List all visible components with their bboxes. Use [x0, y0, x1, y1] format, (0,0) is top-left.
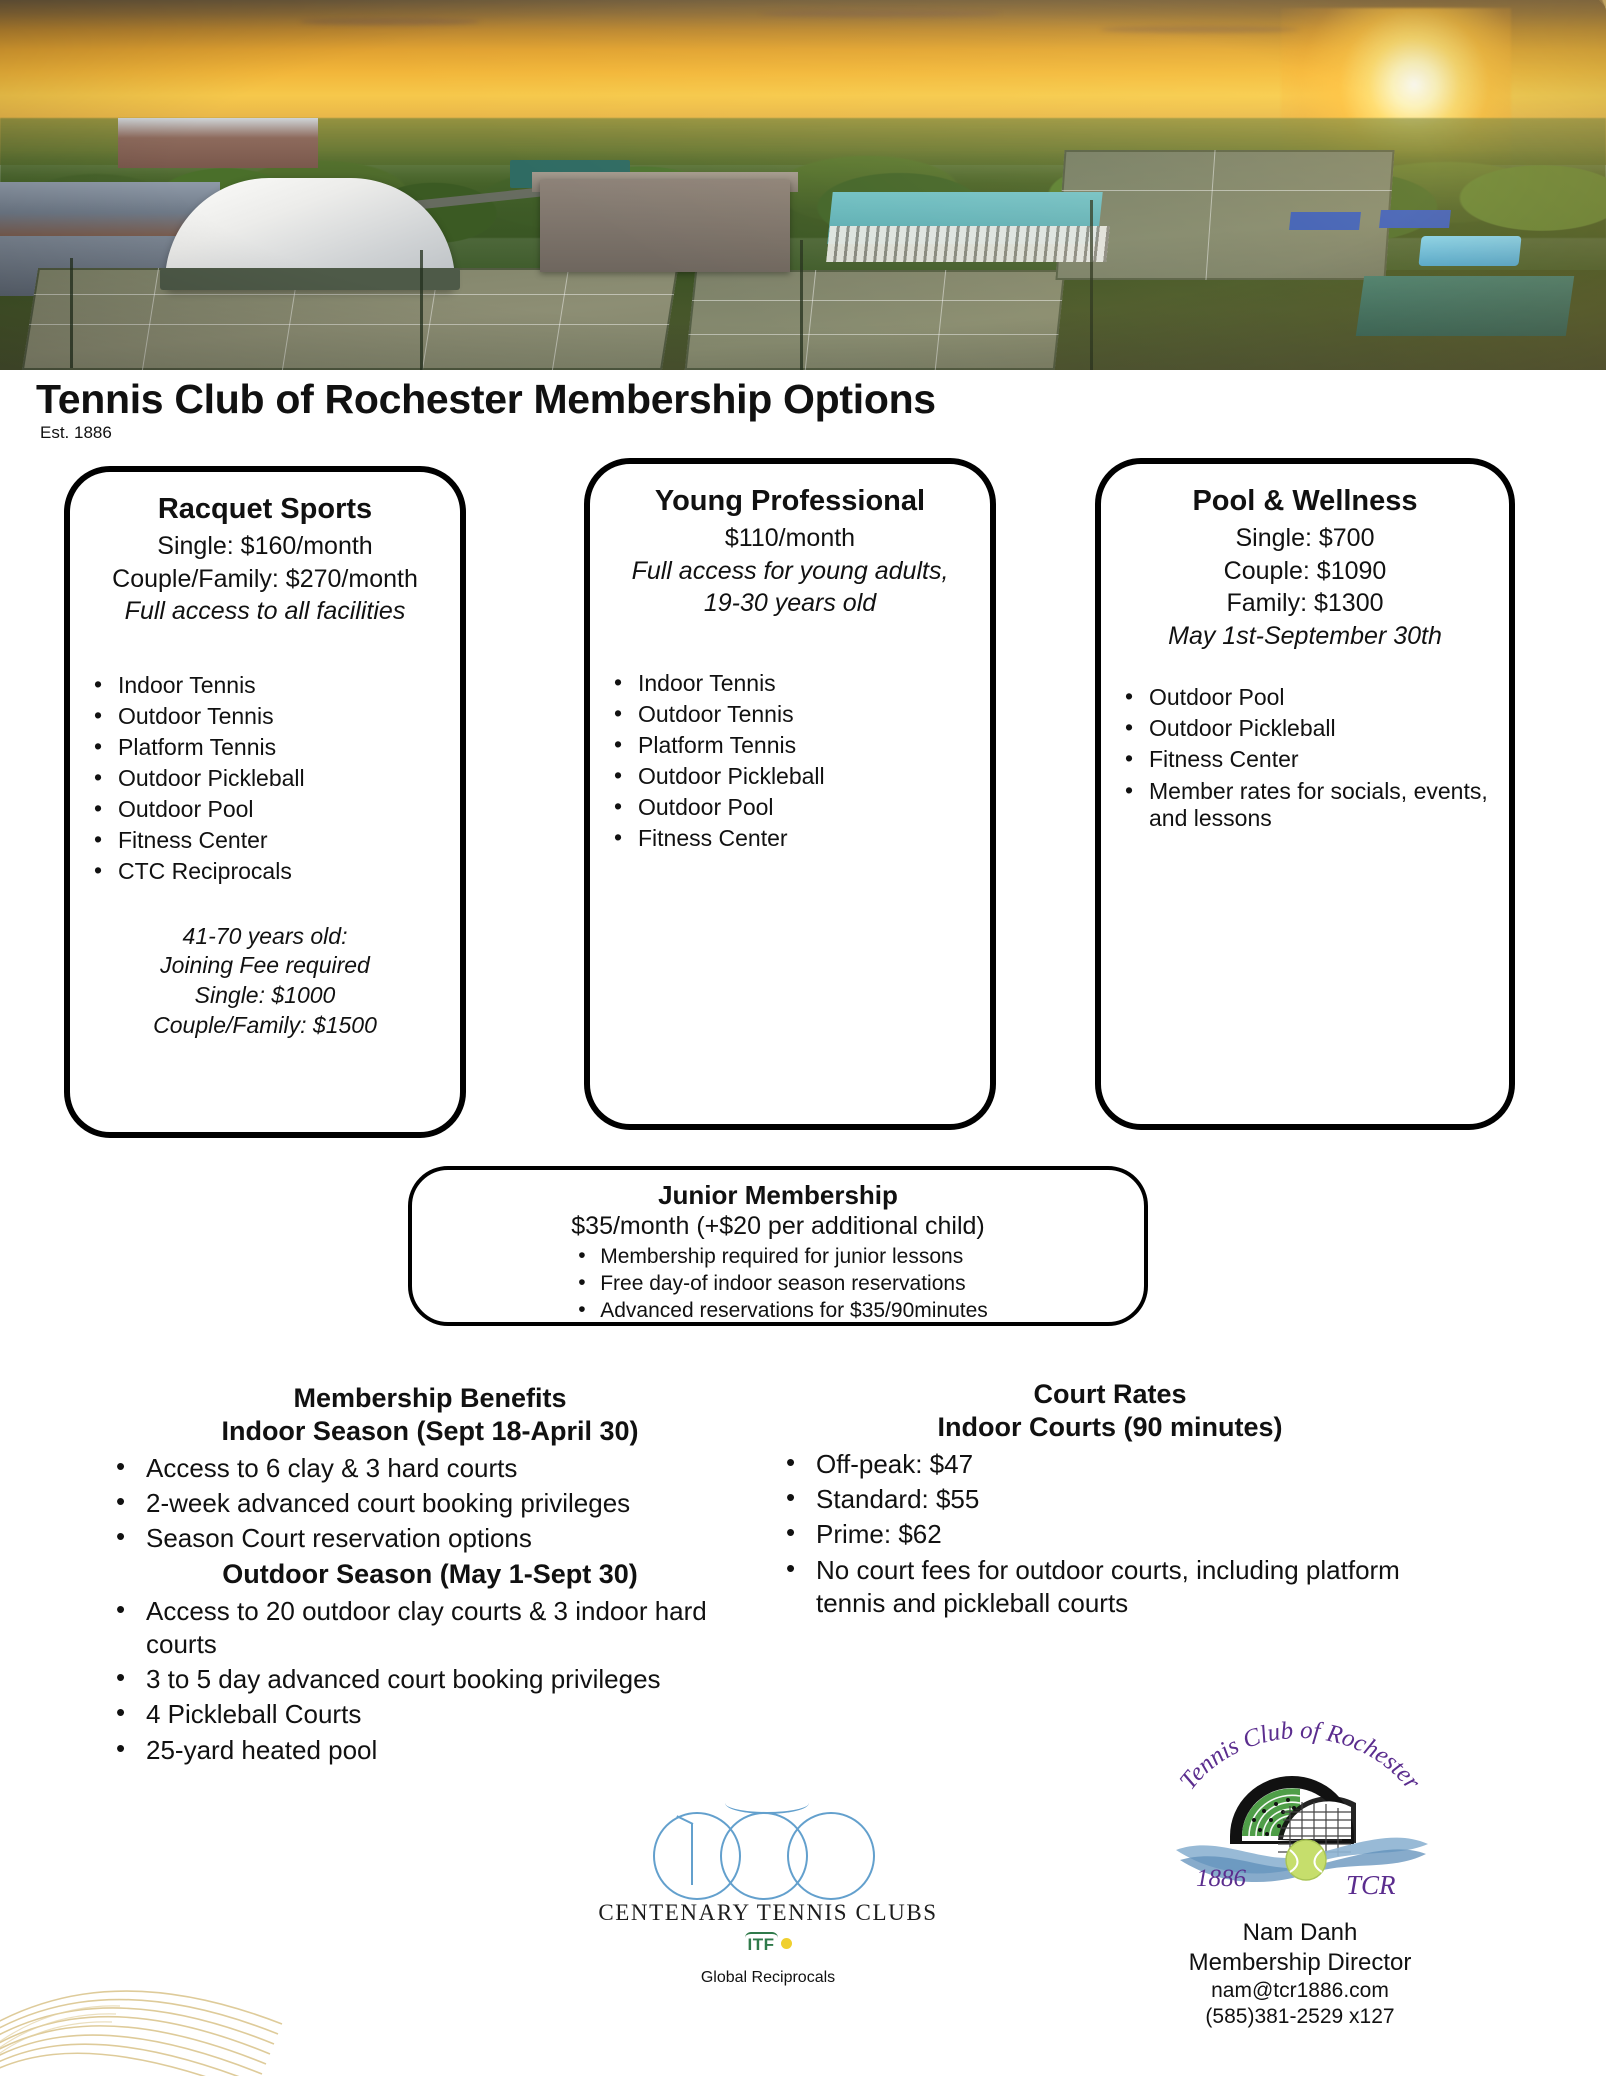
list-item: • 4 Pickleball Courts [100, 1698, 760, 1731]
junior-feature-list [568, 1244, 988, 1325]
card-title: Young Professional [654, 485, 926, 517]
swoosh-icon [725, 1792, 809, 1814]
list-item: • Season Court reservation options [100, 1522, 760, 1555]
card-price-line: $35/month (+$20 per additional child) [571, 1212, 985, 1241]
list-item: • Outdoor Pickleball [84, 765, 446, 792]
card-title: Junior Membership [658, 1180, 898, 1210]
list-item: • Standard: $55 [770, 1483, 1450, 1516]
list-item: • CTC Reciprocals [84, 858, 446, 885]
card-footer-line: Single: $1000 [194, 982, 336, 1009]
list-item: • 3 to 5 day advanced court booking privileges [100, 1663, 760, 1696]
membership-cards-row [0, 458, 1606, 1138]
list-item: • 2-week advanced court booking privileges [100, 1487, 760, 1520]
logo-initials: TCR [1346, 1870, 1396, 1900]
contact-name: Nam Danh [1242, 1919, 1358, 1946]
section-title: Membership Benefits [293, 1383, 567, 1413]
list-item: • Access to 20 outdoor clay courts & 3 indoor hard courts [100, 1595, 760, 1662]
membership-card-pool-wellness [1095, 458, 1515, 1130]
list-item: • Outdoor Pool [84, 796, 446, 823]
card-feature-list [1115, 684, 1495, 832]
centenary-100-icon [653, 1790, 883, 1898]
card-price-line: Single: $160/month [157, 532, 373, 561]
page-title: Tennis Club of Rochester Membership Options [36, 376, 936, 422]
established-label: Est. 1886 [40, 423, 112, 443]
list-item: • Free day-of indoor season reservations [568, 1271, 988, 1298]
list-item: • Outdoor Pool [604, 794, 976, 821]
page-title-block [36, 378, 936, 443]
contact-phone[interactable]: (585)381-2529 x127 [1205, 2005, 1395, 2029]
list-item: • Outdoor Tennis [604, 701, 976, 728]
list-item: • Off-peak: $47 [770, 1448, 1450, 1481]
centenary-name: CENTENARY TENNIS CLUBS [598, 1900, 938, 1925]
list-item: • Advanced reservations for $35/90minutes [568, 1298, 988, 1325]
membership-card-racquet-sports [64, 466, 466, 1138]
numeral-one-icon [691, 1823, 693, 1885]
tennis-club-of-rochester-logo [1150, 1708, 1450, 1908]
itf-badge [745, 1932, 792, 1955]
card-note: Full access for young adults, [631, 556, 949, 585]
list-item: • Access to 6 clay & 3 hard courts [100, 1452, 760, 1485]
vignette [0, 0, 1606, 370]
card-note: 19-30 years old [703, 589, 877, 618]
list-item: • Platform Tennis [84, 734, 446, 761]
indoor-courts-heading: Indoor Courts (90 minutes) [937, 1411, 1283, 1442]
membership-card-young-professional [584, 458, 996, 1130]
indoor-season-heading: Indoor Season (Sept 18-April 30) [221, 1415, 639, 1446]
card-note: May 1st-September 30th [1168, 621, 1442, 650]
list-item: • 25-yard heated pool [100, 1734, 760, 1767]
logo-arc-text: Tennis Club of Rochester [1174, 1716, 1426, 1795]
list-item: • Fitness Center [1115, 746, 1495, 773]
court-rates-list [770, 1448, 1450, 1620]
global-reciprocals-caption: Global Reciprocals [700, 1969, 836, 1986]
card-price-line: Couple: $1090 [1223, 556, 1387, 585]
card-note: Full access to all facilities [124, 597, 406, 626]
membership-card-junior [408, 1166, 1148, 1326]
card-footer-line: 41-70 years old: [182, 922, 348, 949]
card-footer-line: Couple/Family: $1500 [153, 1012, 377, 1039]
tcr-logo-svg [1150, 1708, 1450, 1908]
list-item: • Outdoor Tennis [84, 703, 446, 730]
card-title: Racquet Sports [157, 493, 373, 525]
list-item: • No court fees for outdoor courts, including platform tennis and pickleball courts [770, 1554, 1450, 1621]
card-footer-line: Joining Fee required [160, 952, 370, 979]
court-rates-section [770, 1378, 1450, 1622]
list-item: • Outdoor Pickleball [604, 763, 976, 790]
list-item: • Member rates for socials, events, and lessons [1115, 778, 1495, 832]
hero-photo [0, 0, 1606, 370]
list-item: • Fitness Center [604, 825, 976, 852]
card-title: Pool & Wellness [1192, 485, 1418, 517]
list-item: • Indoor Tennis [84, 672, 446, 699]
list-item: • Membership required for junior lessons [568, 1244, 988, 1271]
outdoor-season-list [100, 1595, 760, 1767]
card-price-line: Single: $700 [1235, 524, 1375, 553]
list-item: • Prime: $62 [770, 1518, 1450, 1551]
list-item: • Fitness Center [84, 827, 446, 854]
membership-benefits-section [100, 1382, 760, 1769]
list-item: • Indoor Tennis [604, 670, 976, 697]
card-price-line: Couple/Family: $270/month [112, 564, 418, 593]
contact-email[interactable]: nam@tcr1886.com [1211, 1979, 1389, 2002]
card-feature-list [604, 670, 976, 853]
gold-arcs-decoration [0, 1926, 390, 2076]
list-item: • Platform Tennis [604, 732, 976, 759]
centenary-tennis-clubs-logo [568, 1790, 968, 1987]
card-price-line: $110/month [724, 524, 856, 553]
card-feature-list [84, 672, 446, 886]
list-item: • Outdoor Pool [1115, 684, 1495, 711]
list-item: • Outdoor Pickleball [1115, 715, 1495, 742]
logo-year: 1886 [1196, 1865, 1246, 1892]
contact-role: Membership Director [1188, 1949, 1412, 1976]
card-price-line: Family: $1300 [1226, 589, 1384, 618]
section-title: Court Rates [1033, 1379, 1187, 1409]
circle-icon [787, 1812, 875, 1900]
contact-block [1135, 1918, 1465, 2031]
tennis-ball-icon [781, 1938, 792, 1949]
outdoor-season-heading: Outdoor Season (May 1-Sept 30) [222, 1558, 638, 1589]
indoor-season-list [100, 1452, 760, 1556]
itf-label: ITF [745, 1932, 778, 1955]
